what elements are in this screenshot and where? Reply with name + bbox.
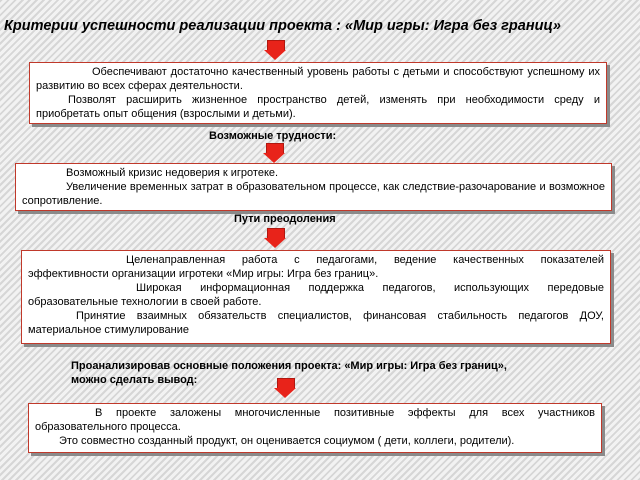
- conclusion-line: можно сделать вывод:: [71, 374, 198, 386]
- page-title: Критерии успешности реализации проекта : «Мир игры: Игра без границ»: [4, 18, 561, 34]
- solutions-box: [21, 250, 611, 344]
- criteria-item: Обеспечивают достаточно качественный уровень работы с детьми и способствуют успешному их развитию во всех сферах деятельности.: [36, 66, 600, 92]
- conclusion-line: Проанализировав основные положения проекта: «Мир игры: Игра без границ»,: [71, 360, 507, 372]
- result-box: [28, 403, 602, 453]
- result-item: Это совместно созданный продукт, он оценивается социумом ( дети, коллеги, родители).: [59, 435, 515, 447]
- difficulty-item: Возможный кризис недоверия к игротеке.: [66, 167, 279, 179]
- difficulty-item: Увеличение временных затрат в образовательном процессе, как следствие-разочарование и возможное сопротивление.: [22, 181, 605, 207]
- criteria-item: Позволят расширить жизненное пространство детей, изменять при необходимости среду и приобретать опыт общения (взрослыми и детьми).: [36, 94, 600, 120]
- solutions-heading: Пути преодоления: [234, 213, 336, 225]
- solution-item: Широкая информационная поддержка педагогов, использующих передовые образовательные технологии в своей работе.: [28, 282, 604, 308]
- difficulties-box: [15, 163, 612, 211]
- solution-item: Целенаправленная работа с педагогами, ведение качественных показателей эффективности организации игротеки «Мир игры: Игра без границ».: [28, 254, 604, 280]
- solution-item: Принятие взаимных обязательств специалистов, финансовая стабильность педагогов ДОУ, материальное стимулирование: [28, 310, 604, 336]
- down-arrow-icon: [274, 378, 296, 398]
- down-arrow-icon: [264, 40, 286, 60]
- down-arrow-icon: [264, 228, 286, 248]
- criteria-box: [29, 62, 607, 124]
- result-item: В проекте заложены многочисленные позитивные эффекты для всех участников образовательного процесса.: [35, 407, 595, 433]
- down-arrow-icon: [263, 143, 285, 163]
- difficulties-heading: Возможные трудности:: [209, 130, 337, 142]
